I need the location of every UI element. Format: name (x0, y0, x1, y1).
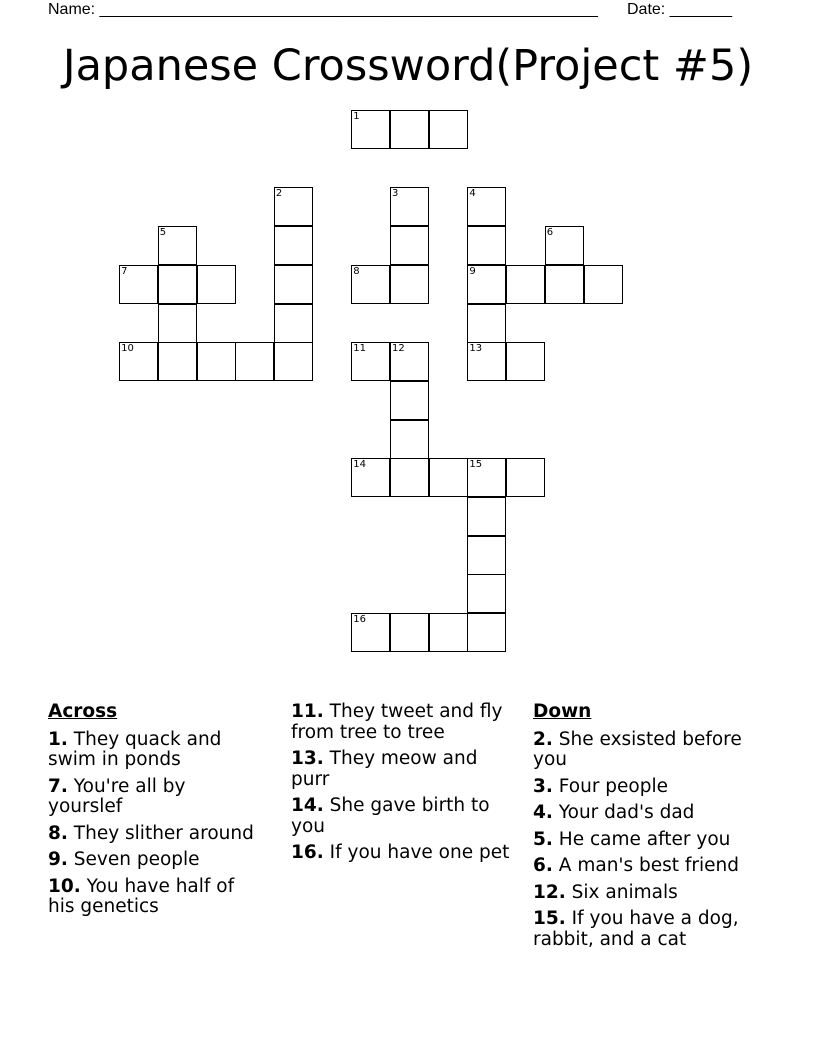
grid-cell[interactable] (506, 265, 545, 304)
date-field-label: Date: _______ (627, 1, 732, 18)
cell-number: 10 (121, 343, 134, 355)
grid-cell[interactable] (274, 187, 313, 226)
grid-cell[interactable] (467, 187, 506, 226)
clue-across-16: 16. If you have one pet (291, 842, 510, 863)
clue-down-5: 5. He came after you (533, 828, 731, 850)
cell-number: 12 (392, 343, 405, 355)
grid-cell[interactable] (545, 226, 584, 265)
cell-number: 11 (353, 343, 367, 355)
clue-down-2: 2. She exsisted before you (533, 728, 742, 770)
clues-column-3 (533, 702, 763, 956)
grid-cell[interactable] (506, 342, 545, 381)
cell-number: 6 (546, 227, 554, 239)
clue-across-1: 1. They quack and swim in ponds (48, 728, 222, 770)
grid-cell[interactable] (390, 187, 429, 226)
grid-cell[interactable] (390, 226, 429, 265)
clue-down-15: 15. If you have a dog, rabbit, and a cat (533, 908, 739, 950)
clue-across-11: 11. They tweet and fly from tree to tree (291, 701, 503, 743)
grid-cell[interactable] (351, 458, 390, 497)
cell-number: 7 (121, 265, 128, 277)
page-title: Japanese Crossword(Project #5) (62, 41, 754, 91)
grid-cell[interactable] (390, 420, 429, 459)
grid-cell[interactable] (351, 342, 390, 381)
cell-number: 16 (353, 614, 367, 626)
clue-down-12: 12. Six animals (533, 881, 678, 903)
grid-cell[interactable] (390, 265, 429, 304)
clue-across-13: 13. They meow and purr (291, 748, 478, 790)
grid-cell[interactable] (235, 342, 274, 381)
grid-cell[interactable] (158, 342, 197, 381)
grid-cell[interactable] (197, 265, 236, 304)
grid-cell[interactable] (467, 265, 506, 304)
across-heading: Across (48, 701, 118, 722)
grid-cell[interactable] (467, 226, 506, 265)
grid-cell[interactable] (274, 265, 313, 304)
clue-down-6: 6. A man's best friend (533, 855, 740, 876)
grid-cell[interactable] (429, 458, 468, 497)
cell-number: 15 (469, 459, 483, 471)
grid-cell[interactable] (351, 265, 390, 304)
grid-cell[interactable] (390, 110, 429, 149)
grid-cell[interactable] (467, 497, 506, 536)
clue-across-8: 8. They slither around (48, 822, 254, 844)
grid-cell[interactable] (390, 342, 429, 381)
clue-across-10: 10. You have half of his genetics (48, 875, 235, 917)
clue-down-3: 3. Four people (533, 775, 669, 797)
grid-cell[interactable] (158, 265, 197, 304)
cell-number: 1 (353, 111, 360, 122)
clue-down-4: 4. Your dad's dad (533, 802, 695, 823)
cell-number: 4 (469, 188, 476, 200)
grid-cell[interactable] (274, 226, 313, 265)
grid-cell[interactable] (390, 381, 429, 420)
grid-cell[interactable] (119, 342, 158, 381)
grid-cell[interactable] (158, 304, 197, 343)
grid-cell[interactable] (158, 226, 197, 265)
grid-cell[interactable] (197, 342, 236, 381)
grid-cell[interactable] (467, 304, 506, 343)
name-field-label: Name: ________________________________________________________ (48, 1, 598, 18)
clues-column-1 (48, 702, 263, 924)
grid-cell[interactable] (119, 265, 158, 304)
cell-number: 3 (392, 188, 399, 200)
clue-across-7: 7. You're all by yourslef (48, 775, 186, 817)
cell-number: 8 (353, 265, 360, 277)
clue-across-9: 9. Seven people (48, 849, 200, 870)
grid-cell[interactable] (390, 613, 429, 652)
down-heading: Down (533, 701, 592, 722)
grid-cell[interactable] (467, 458, 506, 497)
grid-cell[interactable] (274, 304, 313, 343)
cell-number: 13 (469, 343, 483, 355)
grid-cell[interactable] (429, 110, 468, 149)
grid-cell[interactable] (506, 458, 545, 497)
grid-cell[interactable] (545, 265, 584, 304)
grid-cell[interactable] (429, 613, 468, 652)
clues-column-2 (291, 702, 516, 870)
grid-cell[interactable] (467, 536, 506, 575)
grid-cell[interactable] (351, 613, 390, 652)
grid-cell[interactable] (467, 613, 506, 652)
cell-number: 9 (469, 265, 476, 277)
cell-number: 5 (159, 227, 167, 239)
grid-cell[interactable] (274, 342, 313, 381)
grid-cell[interactable] (584, 265, 623, 304)
grid-cell[interactable] (390, 458, 429, 497)
clue-across-14: 14. She gave birth to you (291, 795, 490, 837)
cell-number: 2 (275, 188, 283, 200)
grid-cell[interactable] (351, 110, 390, 149)
cell-number: 14 (353, 459, 367, 471)
grid-cell[interactable] (467, 342, 506, 381)
grid-cell[interactable] (467, 574, 506, 613)
